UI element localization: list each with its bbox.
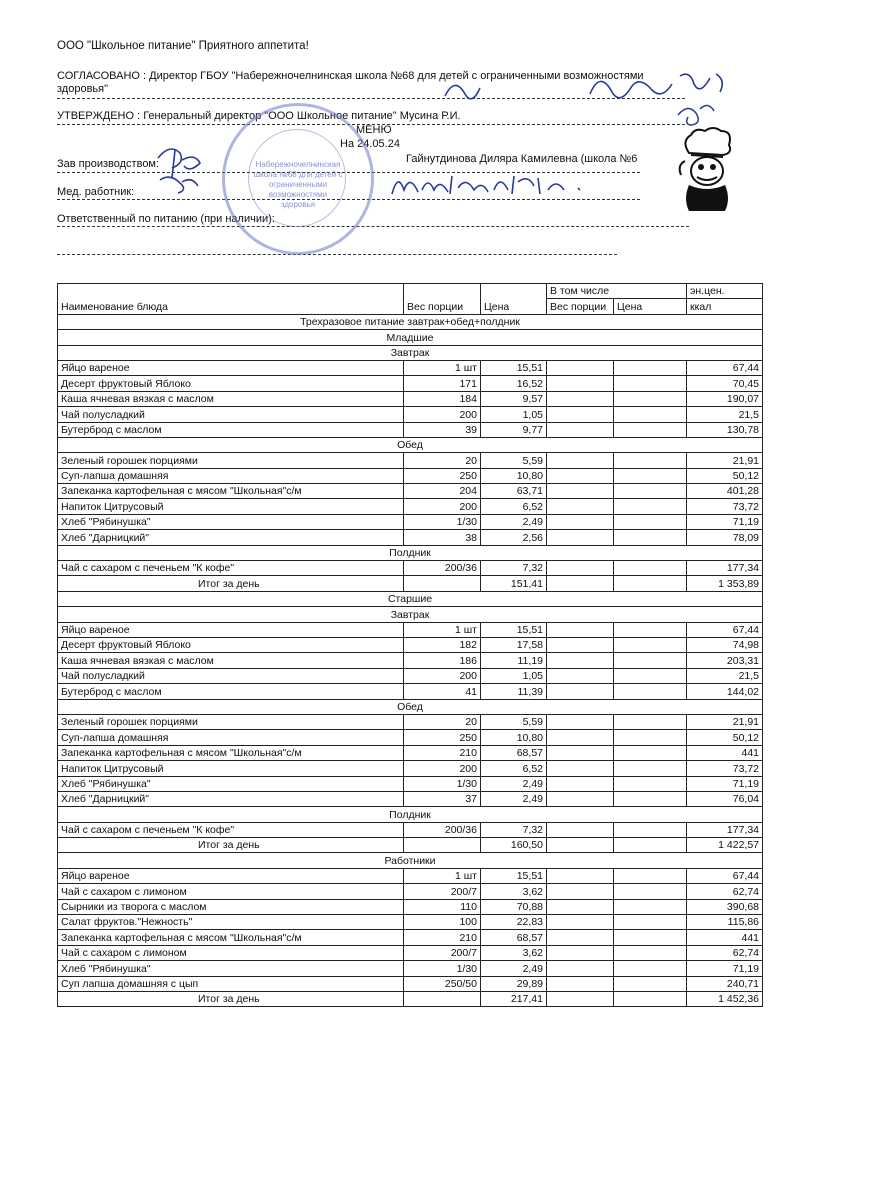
cell-sub-weight	[547, 561, 614, 576]
table-row	[58, 622, 763, 637]
cell-kcal: 21,5	[687, 407, 763, 422]
cell-weight: 1 шт	[404, 622, 481, 637]
cell-sub-price	[614, 360, 687, 375]
cell-kcal: 78,09	[687, 530, 763, 545]
cell-kcal: 71,19	[687, 776, 763, 791]
cell-sub-price	[614, 884, 687, 899]
cell-dish-name: Зеленый горошек порциями	[58, 453, 404, 468]
cell-kcal: 21,91	[687, 714, 763, 729]
table-row	[58, 822, 763, 837]
cell-dish-name: Каша ячневая вязкая с маслом	[58, 391, 404, 406]
section-row	[58, 807, 763, 822]
cell-price: 7,32	[481, 822, 547, 837]
cell-sub-price	[614, 822, 687, 837]
cell-price: 15,51	[481, 360, 547, 375]
table-row	[58, 453, 763, 468]
cell-sub-weight	[547, 791, 614, 806]
cell-sub-price	[614, 530, 687, 545]
cell-kcal: 1 353,89	[687, 576, 763, 591]
cell-price: 217,41	[481, 991, 547, 1006]
cell-kcal: 67,44	[687, 360, 763, 375]
cell-sub-price	[614, 761, 687, 776]
total-label: Итог за день	[58, 576, 404, 591]
cell-weight: 250	[404, 468, 481, 483]
table-row	[58, 653, 763, 668]
cell-sub-price	[614, 776, 687, 791]
table-row	[58, 761, 763, 776]
cell-price: 9,77	[481, 422, 547, 437]
cell-sub-weight	[547, 530, 614, 545]
cell-kcal: 73,72	[687, 499, 763, 514]
cell-weight: 1 шт	[404, 360, 481, 375]
cell-kcal: 130,78	[687, 422, 763, 437]
section-row	[58, 314, 763, 329]
cell-sub-price	[614, 637, 687, 652]
cell-sub-weight	[547, 776, 614, 791]
cell-weight: 1/30	[404, 776, 481, 791]
cell-weight: 100	[404, 915, 481, 930]
cell-dish-name: Запеканка картофельная с мясом "Школьная"с/м	[58, 484, 404, 499]
header-energy-2: ккал	[687, 299, 763, 314]
cell-sub-price	[614, 468, 687, 483]
cell-sub-weight	[547, 761, 614, 776]
head-production-label: Зав производством:	[57, 158, 160, 170]
company-name: ООО "Школьное питание" Приятного аппетита!	[57, 40, 309, 52]
cell-kcal: 76,04	[687, 791, 763, 806]
cell-sub-weight	[547, 868, 614, 883]
cell-sub-weight	[547, 376, 614, 391]
cell-sub-weight	[547, 468, 614, 483]
section-title: Старшие	[58, 591, 763, 606]
cell-kcal: 177,34	[687, 561, 763, 576]
cell-weight: 200	[404, 407, 481, 422]
cell-sub-price	[614, 622, 687, 637]
cell-dish-name: Напиток Цитрусовый	[58, 499, 404, 514]
cell-dish-name: Хлеб "Рябинушка"	[58, 514, 404, 529]
cell-sub-weight	[547, 499, 614, 514]
header-including: В том числе	[547, 284, 687, 299]
cell-price: 9,57	[481, 391, 547, 406]
extra-underline	[57, 254, 617, 255]
table-row	[58, 945, 763, 960]
signature-head-production	[150, 138, 210, 198]
header-energy-1: эн.цен.	[687, 284, 763, 299]
responsible-label: Ответственный по питанию (при наличии):	[57, 213, 275, 225]
cell-weight: 200	[404, 499, 481, 514]
table-row	[58, 530, 763, 545]
cell-sub-price	[614, 714, 687, 729]
table-row	[58, 468, 763, 483]
cell-sub-weight	[547, 884, 614, 899]
cell-sub-price	[614, 745, 687, 760]
cell-price: 11,19	[481, 653, 547, 668]
cell-dish-name: Хлеб "Рябинушка"	[58, 961, 404, 976]
cell-dish-name: Бутерброд с маслом	[58, 684, 404, 699]
cell-sub-price	[614, 499, 687, 514]
cell-price: 11,39	[481, 684, 547, 699]
cell-dish-name: Суп лапша домашняя с цып	[58, 976, 404, 991]
section-row	[58, 437, 763, 452]
cell-dish-name: Хлеб "Рябинушка"	[58, 776, 404, 791]
chef-logo	[675, 125, 740, 215]
cell-weight: 171	[404, 376, 481, 391]
header-name: Наименование блюда	[58, 284, 404, 315]
table-row	[58, 376, 763, 391]
cell-sub-weight	[547, 514, 614, 529]
cell-kcal: 67,44	[687, 622, 763, 637]
cell-dish-name: Хлеб "Дарницкий"	[58, 791, 404, 806]
cell-kcal: 144,02	[687, 684, 763, 699]
cell-weight: 200/7	[404, 884, 481, 899]
signature-medic	[388, 168, 598, 200]
cell-sub-weight	[547, 976, 614, 991]
cell-weight: 250	[404, 730, 481, 745]
cell-weight: 1/30	[404, 961, 481, 976]
cell-kcal: 21,5	[687, 668, 763, 683]
cell-price: 7,32	[481, 561, 547, 576]
cell-kcal: 62,74	[687, 945, 763, 960]
cell-sub-weight	[547, 453, 614, 468]
menu-table	[57, 283, 763, 1007]
cell-sub-price	[614, 376, 687, 391]
cell-price: 2,49	[481, 514, 547, 529]
cell-sub-weight	[547, 684, 614, 699]
cell-dish-name: Яйцо вареное	[58, 622, 404, 637]
confirmed-line: УТВЕРЖДЕНО : Генеральный директор "ООО Школьное питание" Мусина Р.И.	[57, 110, 461, 122]
cell-kcal: 441	[687, 745, 763, 760]
cell-sub-weight	[547, 915, 614, 930]
cell-sub-price	[614, 791, 687, 806]
cell-dish-name: Салат фруктов."Нежность"	[58, 915, 404, 930]
cell-sub-weight	[547, 899, 614, 914]
cell-price: 1,05	[481, 407, 547, 422]
cell-kcal: 71,19	[687, 514, 763, 529]
cell-dish-name: Запеканка картофельная с мясом "Школьная"с/м	[58, 930, 404, 945]
cell-price: 3,62	[481, 884, 547, 899]
section-title: Обед	[58, 437, 763, 452]
cell-sub-price	[614, 453, 687, 468]
section-row	[58, 853, 763, 868]
section-title: Трехразовое питание завтрак+обед+полдник	[58, 314, 763, 329]
cell-sub-price	[614, 653, 687, 668]
cell-weight: 39	[404, 422, 481, 437]
cell-dish-name: Чай с сахаром с лимоном	[58, 884, 404, 899]
cell-price: 68,57	[481, 745, 547, 760]
total-row	[58, 576, 763, 591]
table-row	[58, 422, 763, 437]
section-row	[58, 591, 763, 606]
table-row	[58, 484, 763, 499]
table-row	[58, 684, 763, 699]
cell-sub-price	[614, 668, 687, 683]
cell-sub-price	[614, 976, 687, 991]
cell-dish-name: Чай с сахаром с лимоном	[58, 945, 404, 960]
cell-weight	[404, 991, 481, 1006]
cell-dish-name: Чай с сахаром с печеньем "К кофе"	[58, 822, 404, 837]
cell-price: 17,58	[481, 637, 547, 652]
cell-sub-price	[614, 422, 687, 437]
cell-sub-weight	[547, 637, 614, 652]
table-row	[58, 899, 763, 914]
cell-kcal: 50,12	[687, 468, 763, 483]
cell-sub-weight	[547, 391, 614, 406]
cell-price: 2,49	[481, 776, 547, 791]
table-row	[58, 730, 763, 745]
cell-price: 6,52	[481, 761, 547, 776]
cell-kcal: 115,86	[687, 915, 763, 930]
cell-sub-price	[614, 961, 687, 976]
cell-sub-price	[614, 899, 687, 914]
cell-weight: 200/36	[404, 561, 481, 576]
section-title: Обед	[58, 699, 763, 714]
stamp-text: Набережночелнинская школа №68 для детей с ограниченными возможностями здоровья	[253, 160, 343, 209]
cell-weight: 200	[404, 668, 481, 683]
header-sub-price: Цена	[614, 299, 687, 314]
cell-sub-price	[614, 576, 687, 591]
cell-dish-name: Зеленый горошек порциями	[58, 714, 404, 729]
cell-sub-price	[614, 391, 687, 406]
cell-sub-price	[614, 561, 687, 576]
table-row	[58, 791, 763, 806]
cell-sub-price	[614, 915, 687, 930]
cell-kcal: 62,74	[687, 884, 763, 899]
cell-kcal: 240,71	[687, 976, 763, 991]
total-label: Итог за день	[58, 838, 404, 853]
cell-sub-weight	[547, 407, 614, 422]
cell-weight: 20	[404, 453, 481, 468]
cell-kcal: 1 452,36	[687, 991, 763, 1006]
cell-sub-price	[614, 945, 687, 960]
cell-kcal: 70,45	[687, 376, 763, 391]
table-row	[58, 391, 763, 406]
cell-price: 2,56	[481, 530, 547, 545]
cell-weight	[404, 576, 481, 591]
cell-kcal: 441	[687, 930, 763, 945]
cell-kcal: 67,44	[687, 868, 763, 883]
cell-price: 16,52	[481, 376, 547, 391]
cell-weight: 1 шт	[404, 868, 481, 883]
cell-sub-weight	[547, 360, 614, 375]
section-row	[58, 545, 763, 560]
cell-dish-name: Суп-лапша домашняя	[58, 468, 404, 483]
cell-price: 22,83	[481, 915, 547, 930]
cell-price: 15,51	[481, 622, 547, 637]
cell-weight: 204	[404, 484, 481, 499]
cell-weight: 200	[404, 761, 481, 776]
cell-price: 6,52	[481, 499, 547, 514]
cell-weight: 110	[404, 899, 481, 914]
cell-sub-weight	[547, 822, 614, 837]
cell-sub-price	[614, 484, 687, 499]
cell-weight: 182	[404, 637, 481, 652]
total-row	[58, 991, 763, 1006]
cell-weight: 38	[404, 530, 481, 545]
cell-dish-name: Чай с сахаром с печеньем "К кофе"	[58, 561, 404, 576]
cell-price: 70,88	[481, 899, 547, 914]
table-row	[58, 360, 763, 375]
cell-sub-price	[614, 930, 687, 945]
cell-sub-weight	[547, 930, 614, 945]
cell-sub-price	[614, 730, 687, 745]
cell-sub-price	[614, 868, 687, 883]
approved-line-2: здоровья"	[57, 83, 109, 95]
cell-dish-name: Каша ячневая вязкая с маслом	[58, 653, 404, 668]
cell-sub-weight	[547, 838, 614, 853]
section-title: Младшие	[58, 330, 763, 345]
cell-sub-weight	[547, 576, 614, 591]
cell-sub-price	[614, 838, 687, 853]
cell-dish-name: Десерт фруктовый Яблоко	[58, 376, 404, 391]
approved-line-1: СОГЛАСОВАНО : Директор ГБОУ "Набережночелнинская школа №68 для детей с ограниченными возможностями	[57, 70, 644, 82]
cell-kcal: 74,98	[687, 637, 763, 652]
cell-weight: 250/50	[404, 976, 481, 991]
cell-sub-weight	[547, 945, 614, 960]
header-sub-weight: Вес порции	[547, 299, 614, 314]
cell-sub-weight	[547, 991, 614, 1006]
table-row	[58, 745, 763, 760]
cell-sub-weight	[547, 961, 614, 976]
cell-sub-weight	[547, 484, 614, 499]
header-weight: Вес порции	[404, 284, 481, 315]
table-row	[58, 961, 763, 976]
cell-price: 63,71	[481, 484, 547, 499]
table-row	[58, 884, 763, 899]
cell-kcal: 401,28	[687, 484, 763, 499]
cell-sub-weight	[547, 714, 614, 729]
cell-kcal: 390,68	[687, 899, 763, 914]
cell-price: 10,80	[481, 468, 547, 483]
cell-weight: 41	[404, 684, 481, 699]
cell-kcal: 177,34	[687, 822, 763, 837]
cell-price: 3,62	[481, 945, 547, 960]
cell-sub-price	[614, 684, 687, 699]
cell-weight: 210	[404, 745, 481, 760]
cell-price: 15,51	[481, 868, 547, 883]
cell-sub-weight	[547, 730, 614, 745]
table-row	[58, 915, 763, 930]
responsible-underline	[57, 226, 689, 227]
cell-weight: 37	[404, 791, 481, 806]
table-row	[58, 930, 763, 945]
table-row	[58, 499, 763, 514]
cell-dish-name: Яйцо вареное	[58, 360, 404, 375]
cell-dish-name: Бутерброд с маслом	[58, 422, 404, 437]
menu-date: На 24.05.24	[340, 138, 400, 150]
cell-dish-name: Хлеб "Дарницкий"	[58, 530, 404, 545]
section-row	[58, 607, 763, 622]
cell-weight: 186	[404, 653, 481, 668]
cell-sub-weight	[547, 668, 614, 683]
cell-kcal: 203,31	[687, 653, 763, 668]
cell-dish-name: Чай полусладкий	[58, 407, 404, 422]
cell-sub-weight	[547, 622, 614, 637]
cell-sub-price	[614, 407, 687, 422]
cell-price: 1,05	[481, 668, 547, 683]
cell-dish-name: Напиток Цитрусовый	[58, 761, 404, 776]
cell-dish-name: Яйцо вареное	[58, 868, 404, 883]
cell-dish-name: Суп-лапша домашняя	[58, 730, 404, 745]
cell-dish-name: Сырники из творога с маслом	[58, 899, 404, 914]
table-header-row-1	[58, 284, 763, 299]
cell-weight: 200/36	[404, 822, 481, 837]
cell-price: 160,50	[481, 838, 547, 853]
cell-price: 10,80	[481, 730, 547, 745]
menu-title: МЕНЮ	[356, 124, 392, 136]
cell-kcal: 71,19	[687, 961, 763, 976]
cell-dish-name: Запеканка картофельная с мясом "Школьная"с/м	[58, 745, 404, 760]
header-price: Цена	[481, 284, 547, 315]
cell-price: 5,59	[481, 453, 547, 468]
section-title: Работники	[58, 853, 763, 868]
table-row	[58, 637, 763, 652]
cell-kcal: 21,91	[687, 453, 763, 468]
cell-price: 2,49	[481, 961, 547, 976]
table-row	[58, 407, 763, 422]
table-row	[58, 668, 763, 683]
table-row	[58, 714, 763, 729]
section-row	[58, 345, 763, 360]
cell-weight: 200/7	[404, 945, 481, 960]
cell-kcal: 50,12	[687, 730, 763, 745]
section-title: Полдник	[58, 545, 763, 560]
cell-kcal: 1 422,57	[687, 838, 763, 853]
cell-sub-weight	[547, 653, 614, 668]
cell-weight	[404, 838, 481, 853]
cell-price: 5,59	[481, 714, 547, 729]
cell-weight: 20	[404, 714, 481, 729]
section-title: Завтрак	[58, 607, 763, 622]
section-title: Завтрак	[58, 345, 763, 360]
cell-weight: 184	[404, 391, 481, 406]
cell-kcal: 190,07	[687, 391, 763, 406]
cell-price: 151,41	[481, 576, 547, 591]
table-row	[58, 514, 763, 529]
total-label: Итог за день	[58, 991, 404, 1006]
cell-sub-weight	[547, 745, 614, 760]
cell-dish-name: Десерт фруктовый Яблоко	[58, 637, 404, 652]
cell-kcal: 73,72	[687, 761, 763, 776]
table-row	[58, 561, 763, 576]
cell-sub-price	[614, 991, 687, 1006]
cell-weight: 1/30	[404, 514, 481, 529]
cell-sub-weight	[547, 422, 614, 437]
cell-price: 2,49	[481, 791, 547, 806]
total-row	[58, 838, 763, 853]
section-title: Полдник	[58, 807, 763, 822]
section-row	[58, 699, 763, 714]
table-row	[58, 776, 763, 791]
cell-price: 29,89	[481, 976, 547, 991]
cell-sub-price	[614, 514, 687, 529]
table-row	[58, 868, 763, 883]
cell-weight: 210	[404, 930, 481, 945]
head-production-name: Гайнутдинова Диляра Камилевна (школа №6	[406, 153, 638, 165]
cell-price: 68,57	[481, 930, 547, 945]
section-row	[58, 330, 763, 345]
table-row	[58, 976, 763, 991]
medic-label: Мед. работник:	[57, 186, 135, 198]
cell-dish-name: Чай полусладкий	[58, 668, 404, 683]
